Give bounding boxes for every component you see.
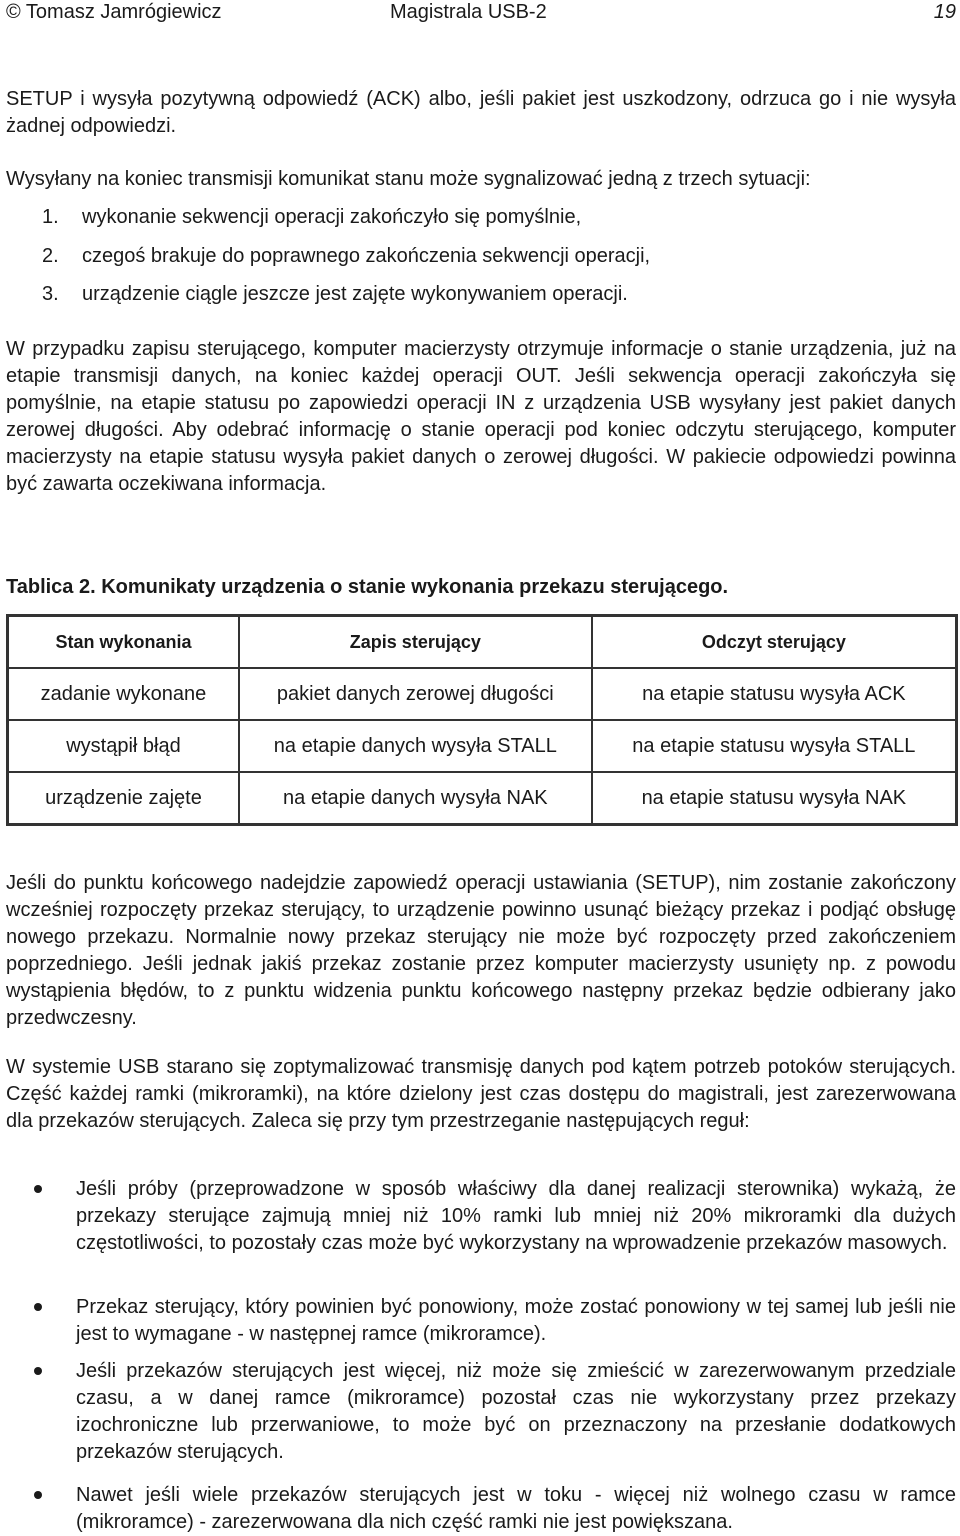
list-item — [42, 243, 942, 282]
table-cell: na etapie statusu wysyła ACK — [592, 668, 957, 720]
setup-paragraph: Jeśli do punktu końcowego nadejdzie zapowiedź operacji ustawiania (SETUP), nim zostanie zakończony wcześniej rozpoczęty przekaz sterujący, to urządzenie powinno usunąć bieżący przekaz i podjąć obsługę nowego przekazu. Normalnie nowy przekaz sterujący nie może być rozpoczęty przed zakończeniem poprzedniego. Jeśli jednak jakiś przekaz zostanie przez komputer macierzysty usunięty np. z powodu wystąpienia błędów, to z punktu widzenia punktu końcowego następny przekaz będzie odbierany jako przedwczesny. — [6, 872, 956, 1029]
list-item-number: 2. — [42, 244, 59, 267]
table-cell: na etapie statusu wysyła NAK — [592, 772, 957, 825]
table-cell: pakiet danych zerowej długości — [239, 668, 592, 720]
list-item-number: 3. — [42, 283, 59, 305]
rule-text: Przekaz sterujący, który powinien być ponowiony, może zostać ponowiony w tej samej lub jeśli nie jest to wymagane - w następnej ramce (mikroramce). — [76, 1296, 956, 1345]
column-header-status: Stan wykonania — [8, 616, 239, 669]
situations-intro: Wysyłany na koniec transmisji komunikat stanu może sygnalizować jedną z trzech sytuacji: — [6, 168, 811, 190]
situations-list — [42, 204, 942, 320]
header-page-number: 19 — [933, 1, 956, 23]
table-cell: na etapie danych wysyła STALL — [239, 720, 592, 772]
table-cell: wystąpił błąd — [8, 720, 239, 772]
rule-text: Jeśli próby (przeprowadzone w sposób właściwy dla danej realizacji sterownika) wykażą, że przekazy sterujące zajmują mniej niż 10% ramki lub mniej niż 20% mikroramki dla dużych częstotliwości, to pozostały czas może być wykorzystany na wprowadzenie przekazów masowych. — [76, 1178, 956, 1254]
write-paragraph: W przypadku zapisu sterującego, komputer macierzysty otrzymuje informacje o stanie urządzenia, już na etapie transmisji danych, na koniec każdej operacji OUT. Jeśli sekwencja operacji zakończyła się pomyślnie, na etapie statusu po zapowiedzi operacji IN z urządzenia USB wysyłany jest pakiet danych zerowej długości. Aby odebrać informację o stanie operacji pod koniec odczytu sterującego, komputer macierzysty na etapie statusu wysyła pakiet danych o zerowej długości. W pakiecie odpowiedzi powinna być zawarta oczekiwana informacja. — [6, 338, 956, 495]
table-cell: na etapie danych wysyła NAK — [239, 772, 592, 825]
table-cell: na etapie statusu wysyła STALL — [592, 720, 957, 772]
header-title: Magistrala USB-2 — [390, 1, 547, 23]
table-header-row — [8, 616, 957, 669]
table-row — [8, 772, 957, 825]
list-item-text: wykonanie sekwencji operacji zakończyło się pomyślnie, — [82, 206, 582, 228]
table-caption: Tablica 2. Komunikaty urządzenia o stanie wykonania przekazu sterującego. — [6, 576, 729, 598]
table-row — [8, 668, 957, 720]
status-table — [6, 614, 958, 826]
bullet-icon — [34, 1185, 42, 1193]
optimization-paragraph: W systemie USB starano się zoptymalizować transmisję danych pod kątem potrzeb potoków sterujących. Część każdej ramki (mikroramki), na które dzielony jest czas dostępu do magistrali, jest zarezerwowana dla przekazów sterujących. Zaleca się przy tym przestrzeganie następujących reguł: — [6, 1056, 956, 1132]
list-item-number: 1. — [42, 206, 59, 228]
intro-paragraph: SETUP i wysyła pozytywną odpowiedź (ACK) albo, jeśli pakiet jest uszkodzony, odrzuca go i nie wysyła żadnej odpowiedzi. — [6, 88, 956, 137]
list-item — [42, 281, 942, 320]
bullet-icon — [34, 1367, 42, 1375]
column-header-read: Odczyt sterujący — [592, 616, 957, 669]
table-cell: urządzenie zajęte — [8, 772, 239, 825]
list-item-text: urządzenie ciągle jeszcze jest zajęte wykonywaniem operacji. — [82, 283, 628, 305]
column-header-write: Zapis sterujący — [239, 616, 592, 669]
table-row — [8, 720, 957, 772]
rule-text: Nawet jeśli wiele przekazów sterujących jest w toku - więcej niż wolnego czasu w ramce (mikroramce) - zarezerwowana dla nich część ramki nie jest powiększana. — [76, 1484, 956, 1533]
bullet-icon — [34, 1491, 42, 1499]
header-author: © Tomasz Jamrógiewicz — [6, 1, 222, 23]
running-header — [6, 0, 956, 26]
table-cell: zadanie wykonane — [8, 668, 239, 720]
bullet-icon — [34, 1303, 42, 1311]
list-item-text: czegoś brakuje do poprawnego zakończenia sekwencji operacji, — [82, 244, 651, 267]
list-item — [42, 204, 942, 243]
rule-text: Jeśli przekazów sterujących jest więcej, niż może się zmieścić w zarezerwowanym przedziale czasu, a w danej ramce (mikroramce) pozostał czas nie wykorzystany przez przekazy izochroniczne lub przerwaniowe, to może być on przeznaczony na przesłanie dodatkowych przekazów sterujących. — [76, 1360, 956, 1463]
